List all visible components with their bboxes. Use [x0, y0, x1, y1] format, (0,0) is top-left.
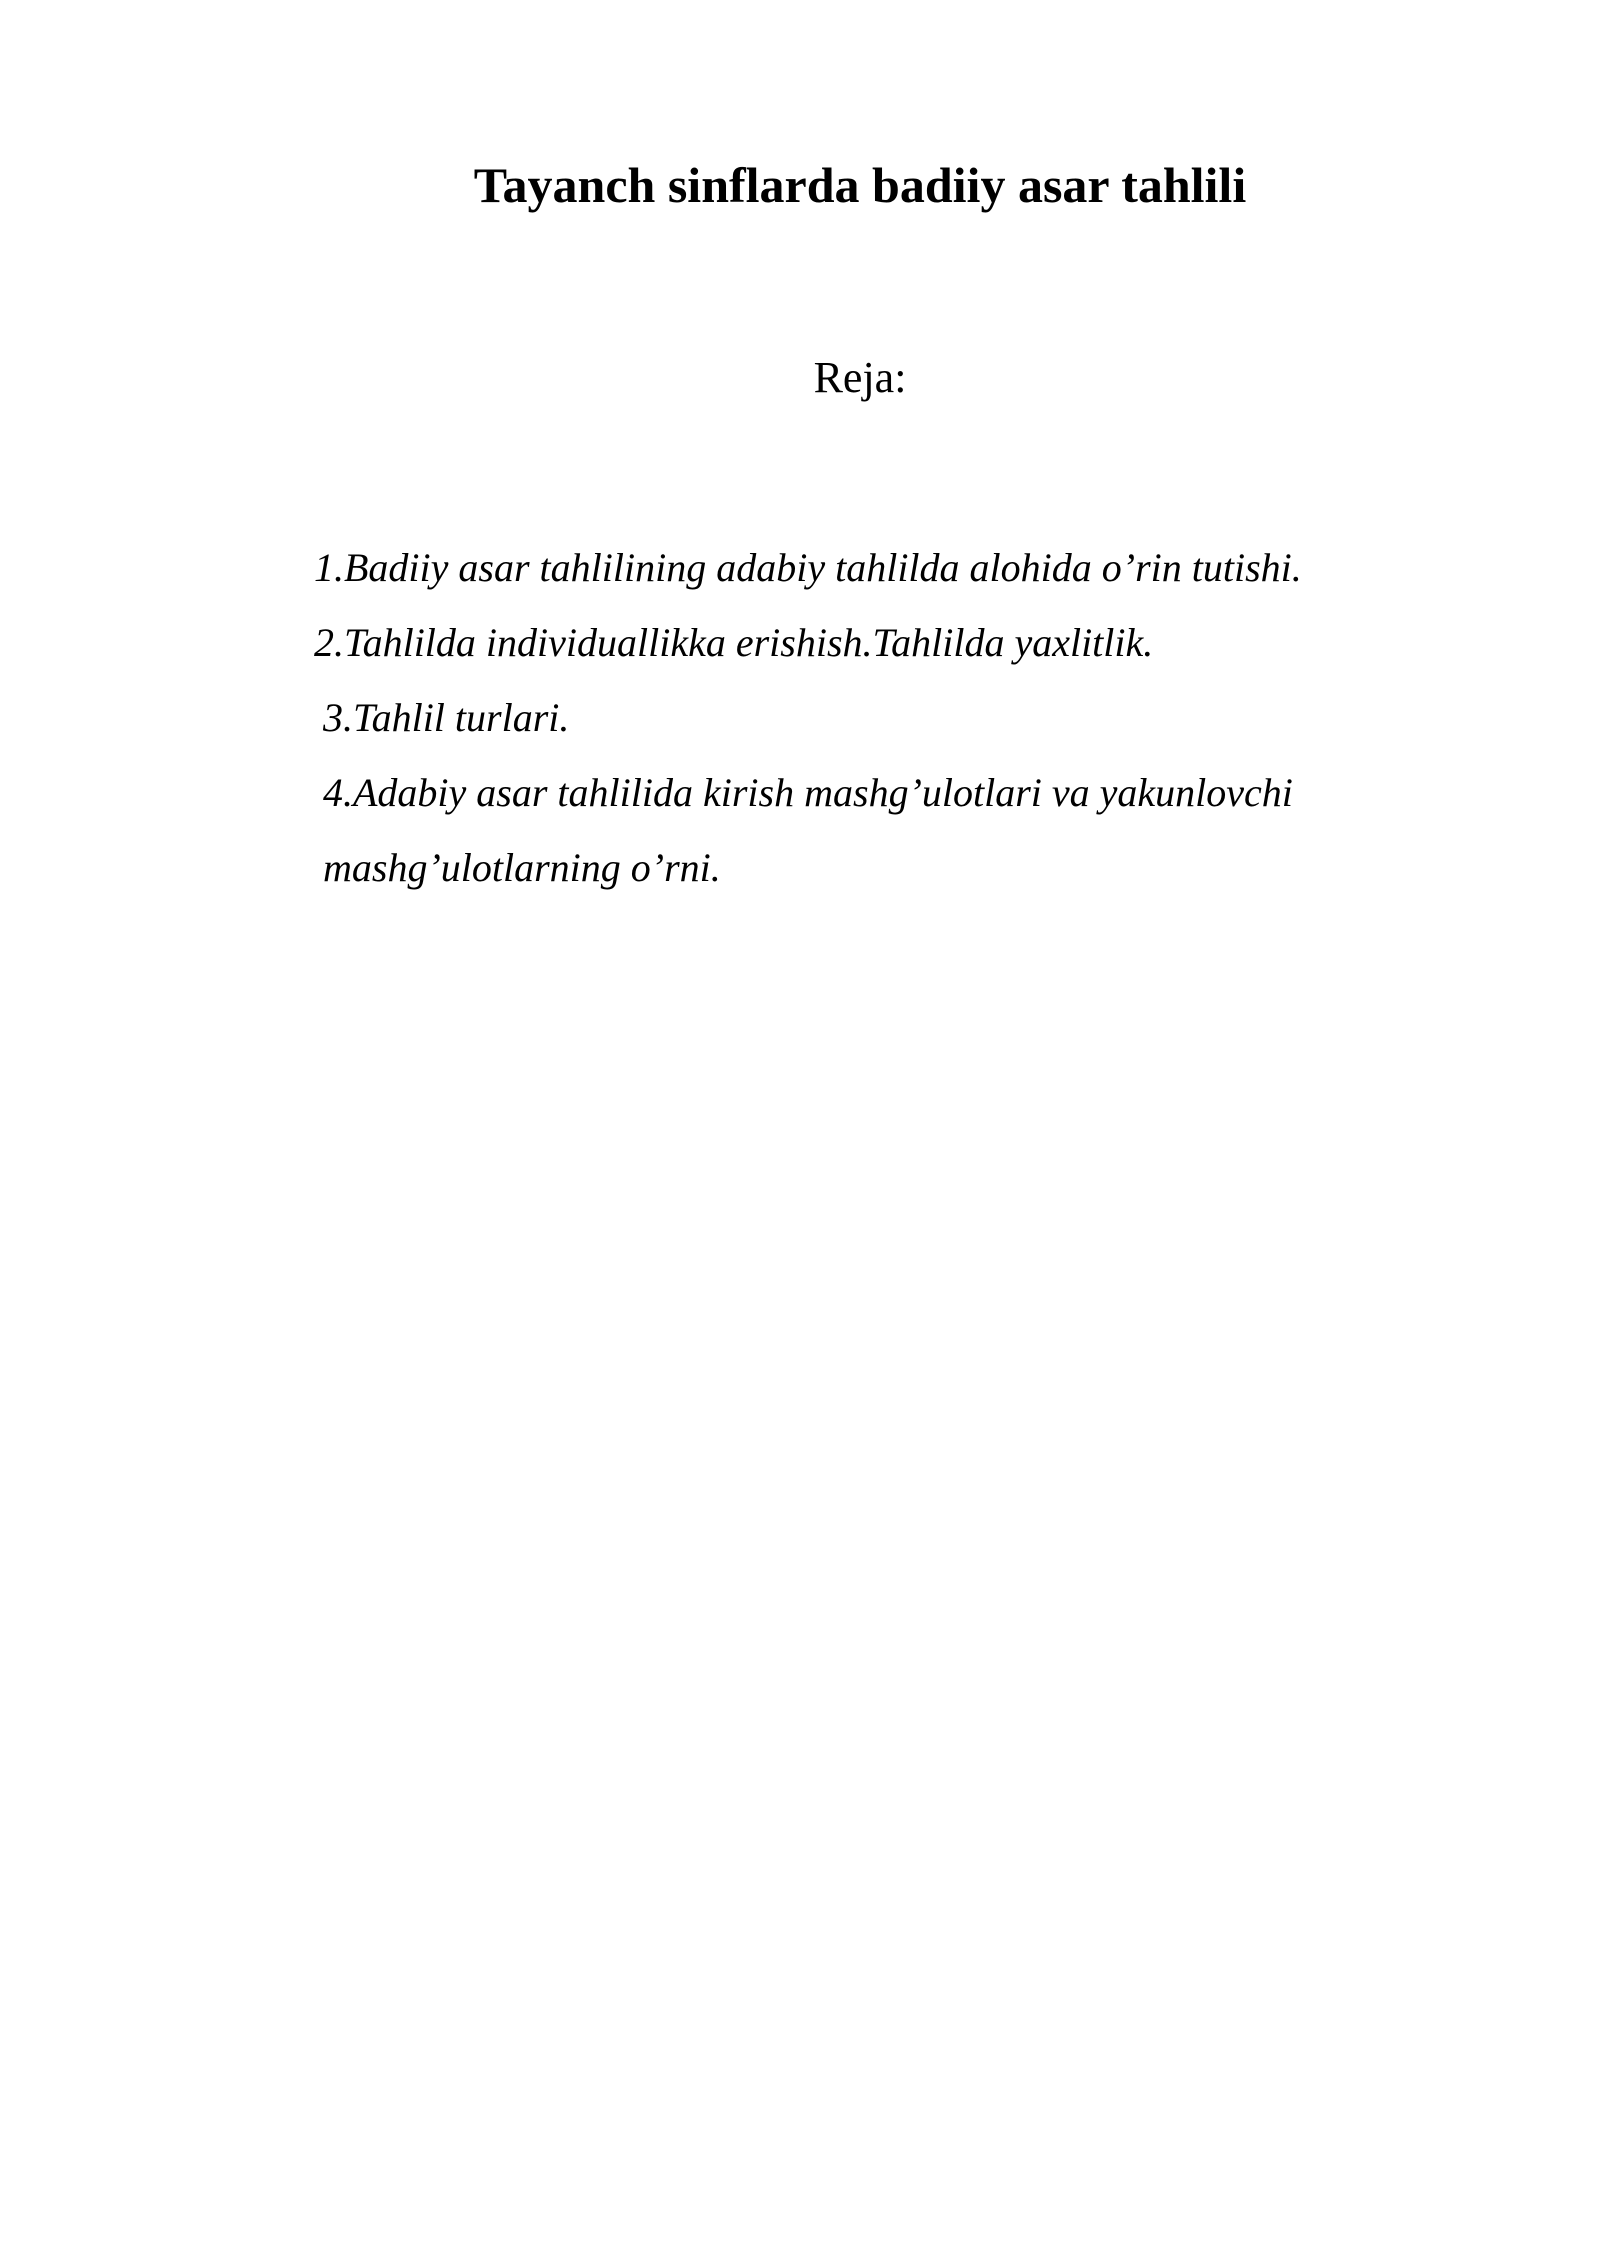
plan-heading: Reja: [813, 353, 907, 402]
plan-item-4: 4.Adabiy asar tahlilida kirish mashg’ulotlari va yakunlovchi mashg’ulotlarning o’rni. [323, 770, 1293, 890]
plan-item-1: 1.Badiiy asar tahlilining adabiy tahlilda alohida o’rin tutishi. [314, 545, 1302, 590]
document-title: Tayanch sinflarda badiiy asar tahlili [473, 157, 1247, 213]
plan-item-3: 3.Tahlil turlari. [323, 695, 570, 740]
plan-item-2: 2.Tahlilda individuallikka erishish.Tahlilda yaxlitlik. [314, 620, 1154, 665]
plan-list [228, 530, 1388, 905]
